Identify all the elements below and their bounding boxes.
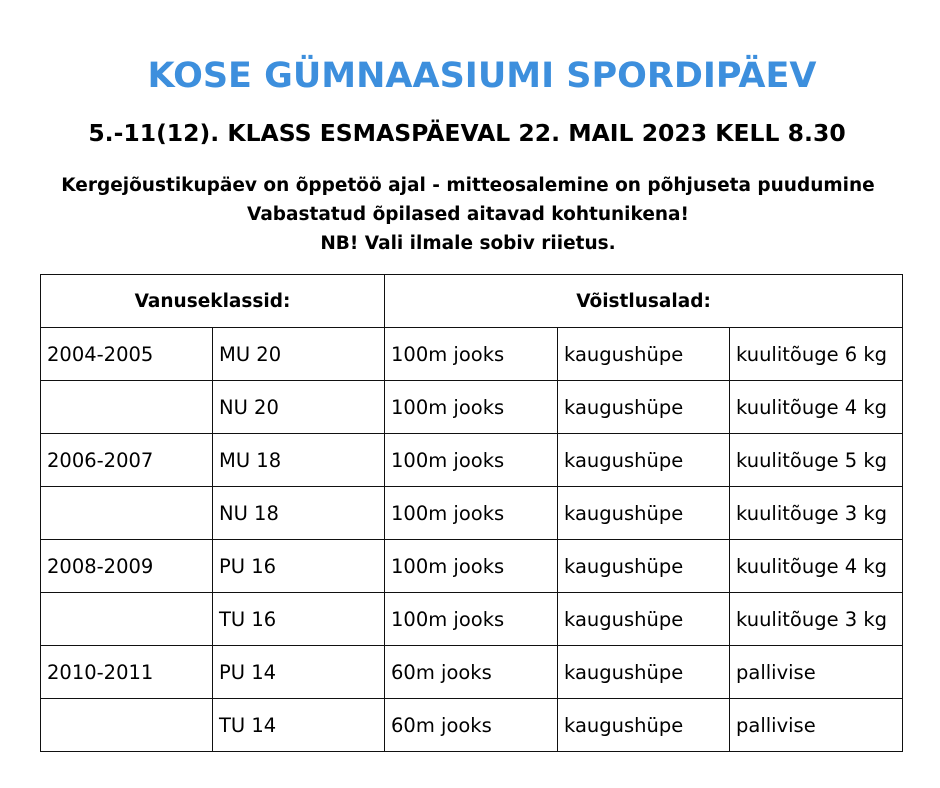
- birth-years-cell: [41, 487, 213, 540]
- event-jump-cell: kaugushüpe: [558, 593, 730, 646]
- event-throw-cell: pallivise: [730, 699, 903, 752]
- event-run-cell: 100m jooks: [385, 593, 558, 646]
- event-throw-cell: pallivise: [730, 646, 903, 699]
- age-class-cell: PU 16: [213, 540, 385, 593]
- age-class-cell: TU 16: [213, 593, 385, 646]
- event-throw-cell: kuulitõuge 3 kg: [730, 593, 903, 646]
- schedule-table: [40, 274, 903, 752]
- age-class-cell: MU 20: [213, 328, 385, 381]
- age-class-cell: NU 18: [213, 487, 385, 540]
- event-throw-cell: kuulitõuge 4 kg: [730, 540, 903, 593]
- event-jump-cell: kaugushüpe: [558, 487, 730, 540]
- table-row: [41, 381, 903, 434]
- event-throw-cell: kuulitõuge 6 kg: [730, 328, 903, 381]
- age-class-cell: NU 20: [213, 381, 385, 434]
- table-row: [41, 328, 903, 381]
- table-row: [41, 487, 903, 540]
- birth-years-cell: 2006-2007: [41, 434, 213, 487]
- birth-years-cell: 2004-2005: [41, 328, 213, 381]
- event-jump-cell: kaugushüpe: [558, 381, 730, 434]
- table-header-row: [41, 275, 903, 328]
- event-run-cell: 60m jooks: [385, 699, 558, 752]
- column-header-age-classes: Vanuseklassid:: [41, 275, 385, 328]
- age-class-cell: TU 14: [213, 699, 385, 752]
- note-clothing: NB! Vali ilmale sobiv riietus.: [320, 233, 616, 254]
- birth-years-cell: [41, 381, 213, 434]
- event-jump-cell: kaugushüpe: [558, 699, 730, 752]
- event-run-cell: 100m jooks: [385, 487, 558, 540]
- event-run-cell: 100m jooks: [385, 381, 558, 434]
- event-jump-cell: kaugushüpe: [558, 434, 730, 487]
- event-run-cell: 100m jooks: [385, 328, 558, 381]
- column-header-events: Võistlusalad:: [385, 275, 903, 328]
- event-run-cell: 100m jooks: [385, 540, 558, 593]
- table-row: [41, 434, 903, 487]
- table-row: [41, 646, 903, 699]
- birth-years-cell: [41, 699, 213, 752]
- table-row: [41, 593, 903, 646]
- birth-years-cell: 2010-2011: [41, 646, 213, 699]
- event-throw-cell: kuulitõuge 3 kg: [730, 487, 903, 540]
- table-body: [41, 328, 903, 752]
- event-jump-cell: kaugushüpe: [558, 646, 730, 699]
- page-subtitle: 5.-11(12). KLASS ESMASPÄEVAL 22. MAIL 2023 KELL 8.30: [88, 119, 846, 147]
- page-title: KOSE GÜMNAASIUMI SPORDIPÄEV: [147, 56, 817, 96]
- table-row: [41, 699, 903, 752]
- birth-years-cell: [41, 593, 213, 646]
- event-jump-cell: kaugushüpe: [558, 540, 730, 593]
- age-class-cell: MU 18: [213, 434, 385, 487]
- age-class-cell: PU 14: [213, 646, 385, 699]
- event-run-cell: 60m jooks: [385, 646, 558, 699]
- table-row: [41, 540, 903, 593]
- note-exempt-students: Vabastatud õpilased aitavad kohtunikena!: [247, 204, 689, 225]
- event-throw-cell: kuulitõuge 4 kg: [730, 381, 903, 434]
- event-throw-cell: kuulitõuge 5 kg: [730, 434, 903, 487]
- event-run-cell: 100m jooks: [385, 434, 558, 487]
- note-attendance: Kergejõustikupäev on õppetöö ajal - mitteosalemine on põhjuseta puudumine: [61, 175, 875, 196]
- birth-years-cell: 2008-2009: [41, 540, 213, 593]
- notes-block: [0, 171, 936, 258]
- event-jump-cell: kaugushüpe: [558, 328, 730, 381]
